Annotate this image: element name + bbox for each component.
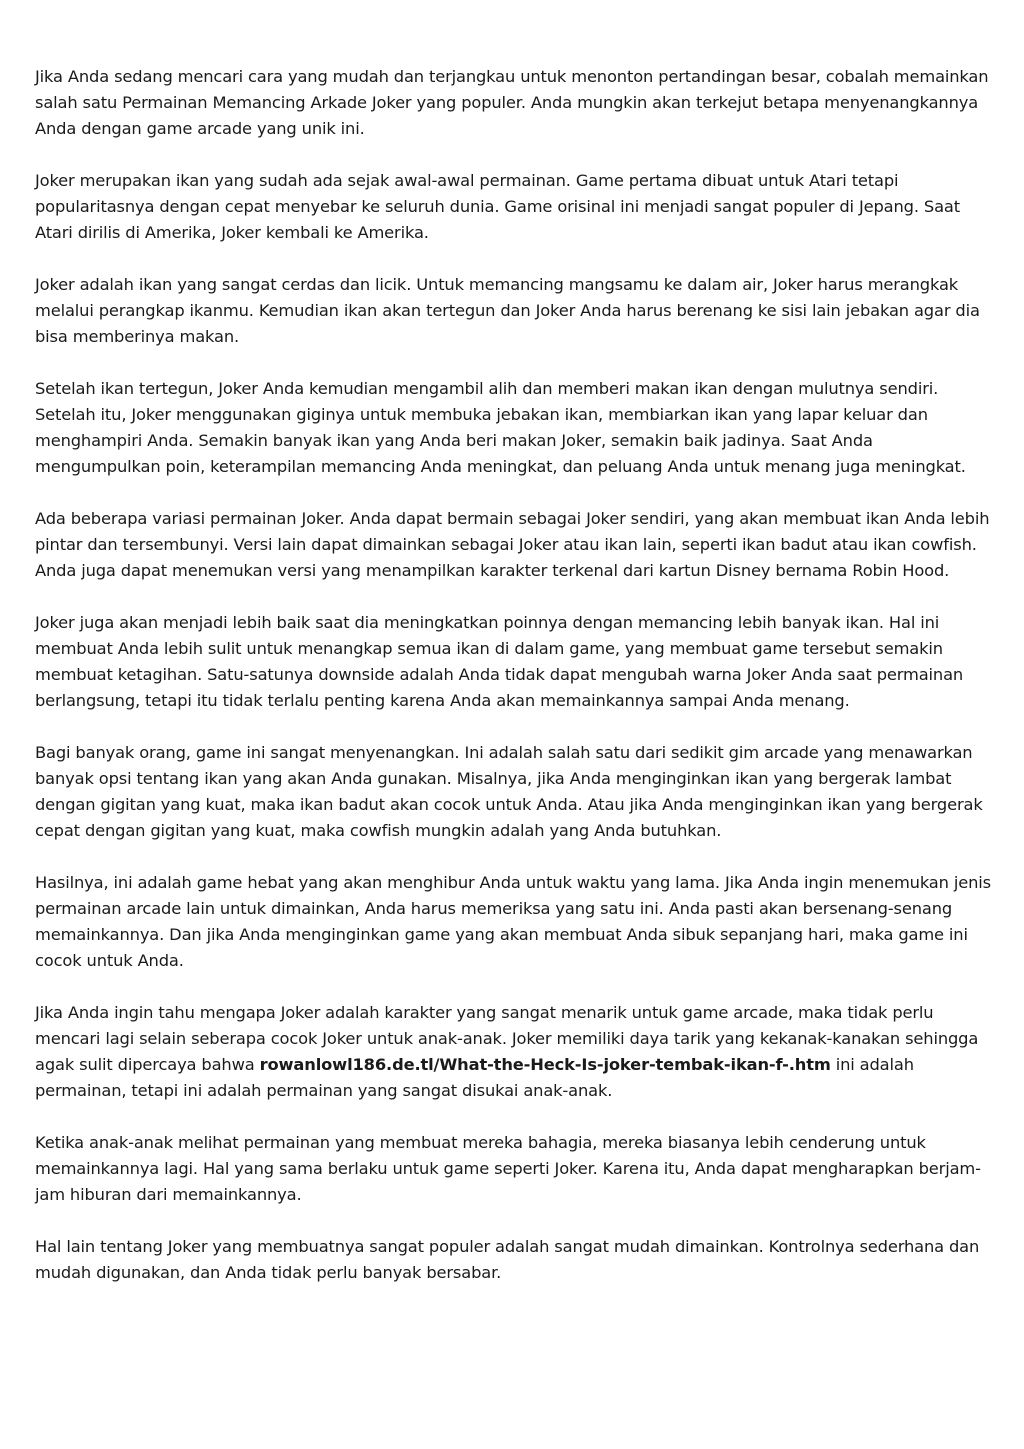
paragraph-6: Joker juga akan menjadi lebih baik saat dia meningkatkan poinnya dengan memancing lebih banyak ikan. Hal ini membuat Anda lebih sulit untuk menangkap semua ikan di dalam game, yang membuat game tersebut semakin membuat ketagihan. Satu-satunya downside adalah Anda tidak dapat mengubah warna Joker Anda saat permainan berlangsung, tetapi itu tidak terlalu penting karena Anda akan memainkannya sampai Anda menang. <box>35 613 964 710</box>
paragraph-11: Hal lain tentang Joker yang membuatnya sangat populer adalah sangat mudah dimainkan. Kontrolnya sederhana dan mudah digunakan, dan Anda tidak perlu banyak bersabar. <box>35 1237 980 1282</box>
article-link[interactable]: rowanlowl186.de.tl/What-the-Heck-Is-joker-tembak-ikan-f-.htm <box>259 1055 831 1074</box>
paragraph-1: Jika Anda sedang mencari cara yang mudah dan terjangkau untuk menonton pertandingan besar, cobalah memainkan salah satu Permainan Memancing Arkade Joker yang populer. Anda mungkin akan terkejut betapa menyenangkannya Anda dengan game arcade yang unik ini. <box>35 67 989 138</box>
paragraph-9-before-link: Jika Anda ingin tahu mengapa Joker adalah karakter yang sangat menarik untuk game arcade, maka tidak perlu mencari lagi selain seberapa cocok Joker untuk anak-anak. Joker memiliki daya tarik yang kekanak-kanakan sehingga agak sulit dipercaya bahwa <box>35 1003 979 1074</box>
paragraph-8: Hasilnya, ini adalah game hebat yang akan menghibur Anda untuk waktu yang lama. Jika Anda ingin menemukan jenis permainan arcade lain untuk dimainkan, Anda harus memeriksa yang satu ini. Anda pasti akan bersenang-senang memainkannya. Dan jika Anda menginginkan game yang akan membuat Anda sibuk sepanjang hari, maka game ini cocok untuk Anda. <box>35 873 991 970</box>
paragraph-4: Setelah ikan tertegun, Joker Anda kemudian mengambil alih dan memberi makan ikan dengan mulutnya sendiri. Setelah itu, Joker menggunakan giginya untuk membuka jebakan ikan, membiarkan ikan yang lapar keluar dan menghampiri Anda. Semakin banyak ikan yang Anda beri makan Joker, semakin baik jadinya. Saat Anda mengumpulkan poin, keterampilan memancing Anda meningkat, dan peluang Anda untuk menang juga meningkat. <box>35 379 966 476</box>
paragraph-9-with-link <box>35 1000 995 1104</box>
document-body <box>35 64 995 1312</box>
paragraph-9-after-link: ini adalah permainan, tetapi ini adalah permainan yang sangat disukai anak-anak. <box>35 1055 914 1100</box>
paragraph-7: Bagi banyak orang, game ini sangat menyenangkan. Ini adalah salah satu dari sedikit gim arcade yang menawarkan banyak opsi tentang ikan yang akan Anda gunakan. Misalnya, jika Anda menginginkan ikan yang bergerak lambat dengan gigitan yang kuat, maka ikan badut akan cocok untuk Anda. Atau jika Anda menginginkan ikan yang bergerak cepat dengan gigitan yang kuat, maka cowfish mungkin adalah yang Anda butuhkan. <box>35 743 983 840</box>
paragraph-10: Ketika anak-anak melihat permainan yang membuat mereka bahagia, mereka biasanya lebih cenderung untuk memainkannya lagi. Hal yang sama berlaku untuk game seperti Joker. Karena itu, Anda dapat mengharapkan berjam-jam hiburan dari memainkannya. <box>35 1133 981 1204</box>
paragraph-3: Joker adalah ikan yang sangat cerdas dan licik. Untuk memancing mangsamu ke dalam air, Joker harus merangkak melalui perangkap ikanmu. Kemudian ikan akan tertegun dan Joker Anda harus berenang ke sisi lain jebakan agar dia bisa memberinya makan. <box>35 275 980 346</box>
paragraph-5: Ada beberapa variasi permainan Joker. Anda dapat bermain sebagai Joker sendiri, yang akan membuat ikan Anda lebih pintar dan tersembunyi. Versi lain dapat dimainkan sebagai Joker atau ikan lain, seperti ikan badut atau ikan cowfish. Anda juga dapat menemukan versi yang menampilkan karakter terkenal dari kartun Disney bernama Robin Hood. <box>35 509 990 580</box>
paragraph-2: Joker merupakan ikan yang sudah ada sejak awal-awal permainan. Game pertama dibuat untuk Atari tetapi popularitasnya dengan cepat menyebar ke seluruh dunia. Game orisinal ini menjadi sangat populer di Jepang. Saat Atari dirilis di Amerika, Joker kembali ke Amerika. <box>35 171 960 242</box>
